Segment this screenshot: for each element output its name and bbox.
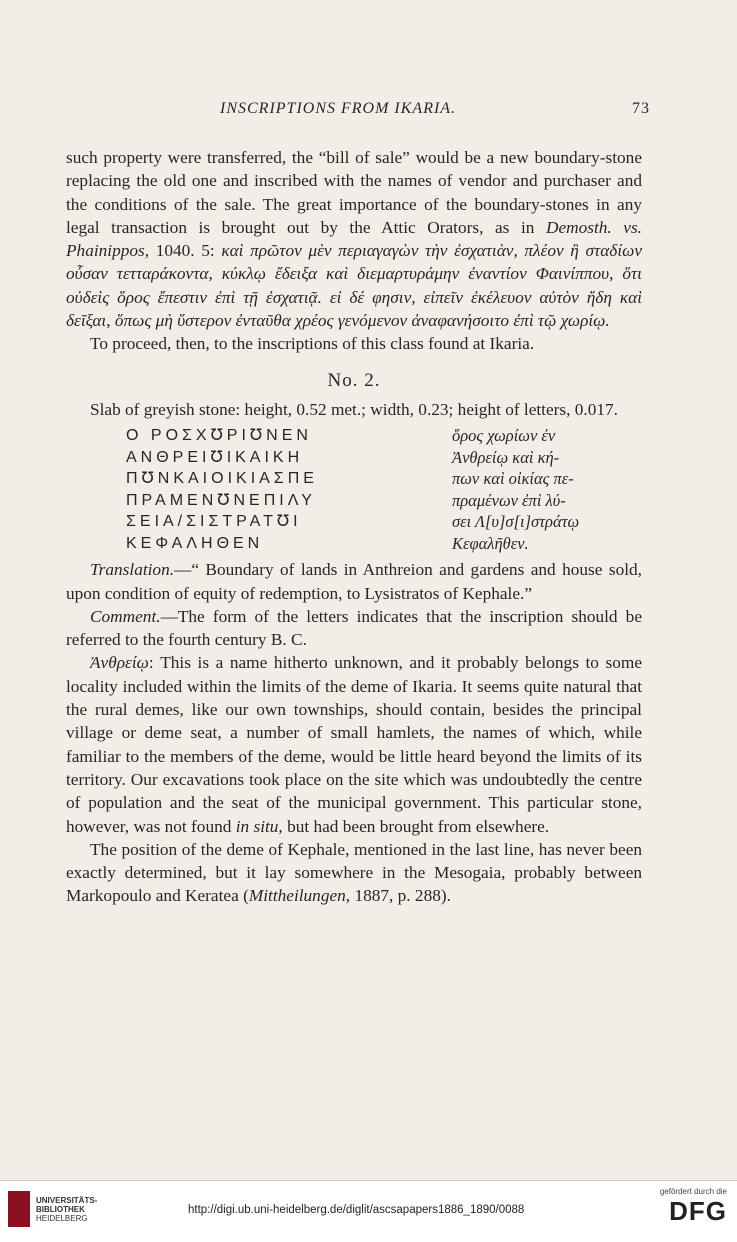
section-heading: No. 2. bbox=[327, 369, 381, 391]
translation-paragraph: Translation.—“ Boundary of lands in Anthreion and gardens and house sold, upon condition of equity of redemption, to Lysistratos of Kephale.” bbox=[66, 560, 642, 603]
comment-paragraph: Comment.—The form of the letters indicates that the inscription should be referred to the fourth century B. C. bbox=[66, 606, 642, 650]
library-name: UNIVERSITÄTS- BIBLIOTHEK HEIDELBERG bbox=[36, 1196, 98, 1223]
university-logo-icon bbox=[8, 1191, 30, 1227]
body-text bbox=[66, 146, 642, 908]
paragraph-2: To proceed, then, to the inscriptions of this class found at Ikaria. bbox=[90, 334, 535, 354]
inscription-majuscule: Ο ΡΟΣΧ℧ΡΙ℧ΝΕΝ ΑΝΘΡΕΙ℧ΙΚΑΙΚΗ Π℧ΝΚΑΙΟΙΚΙΑΣΠΕ ΠΡΑΜΕΝ℧ΝΕΠΙΛΥ ΣΕΙΑ/ΣΙΣΤΡΑΤ℧Ι ΚΕΦΑΛΗΘΕΝ bbox=[126, 427, 318, 552]
dfg-logo: gefördert durch die DFG bbox=[659, 1187, 727, 1226]
footer-bar bbox=[0, 1180, 737, 1242]
inscription-block bbox=[66, 425, 642, 554]
permalink[interactable]: http://digi.ub.uni-heidelberg.de/diglit/ascsapapers1886_1890/0088 bbox=[188, 1204, 525, 1216]
paragraph-4: Ἀνθρείῳ: This is a name hitherto unknown, and it probably belongs to some locality included within the limits of the deme of Ikaria. It seems quite natural that the rural demes, like our own townships, should contain, besides the principal village or deme seat, a number of small hamlets, the names of which, while familiar to the members of the deme, would be little heard beyond the limits of its territory. Our excavations took place on the site which was undoubtedly the centre of population and the seat of the municipal government. This particular stone, however, was not found in situ, but had been brought from elsewhere. bbox=[66, 653, 642, 836]
paragraph-3: Slab of greyish stone: height, 0.52 met.; width, 0.23; height of letters, 0.017. bbox=[90, 399, 618, 419]
greek-quote: καὶ πρῶτον μὲν περιαγαγὼν τὴν ἐσχατιὰν, πλέον ἢ σταδίων οὖσαν τετταράκοντα, κύκλῳ ἔδειξα καὶ διεμαρτυράμην ἐναντίον Φαινίππου, ὅτι οὐδεὶς ὅρος ἔπεστιν ἐπὶ τῇ ἐσχατιᾷ. εἰ δέ φησιν, εἰπεῖν ἐκέλευον αὐτὸν ἤδη καὶ δεῖξαι, ὅπως μὴ ὕστερον ἐνταῦθα χρέος γενόμενον ἀναφανήσοιτο ἐπὶ τῷ χωρίῳ. bbox=[66, 241, 642, 331]
header-title: INSCRIPTIONS FROM IKARIA. bbox=[220, 100, 457, 117]
inscription-transcription: ὅρος χωρίων ἐν Ἀνθρείῳ καὶ κή- πων καὶ οἰκίας πε- πραμένων ἐπὶ λύ- σει Λ[υ]σ[ι]στράτῳ Κεφαλῆθεν. bbox=[452, 426, 580, 553]
page-number: 73 bbox=[632, 100, 650, 117]
paragraph-5: The position of the deme of Kephale, mentioned in the last line, has never been exactly determined, but it lay somewhere in the Mesogaia, probably between Markopoulo and Keratea (Mittheilungen, 1887, p. 288). bbox=[66, 839, 642, 906]
paragraph-1: such property were transferred, the “bill of sale” would be a new boundary-stone replacing the old one and inscribed with the names of vendor and purchaser and the conditions of the sale. The great importance of the boundary-stones in any legal transaction is brought out by the Attic Orators, as in Demosth. vs. Phainippos, 1040. 5: καὶ πρῶτον μὲν περιαγαγὼν τὴν ἐσχατιὰν, πλέον ἢ σταδίων οὖσαν τετταράκοντα, κύκλῳ ἔδειξα καὶ διεμαρτυράμην ἐναντίον Φαινίππου, ὅτι οὐδεὶς ὅρος ἔπεστιν ἐπὶ τῇ ἐσχατιᾷ. εἰ δέ φησιν, εἰπεῖν ἐκέλευον αὐτὸν ἤδη καὶ δεῖξαι, ὅπως μὴ ὕστερον ἐνταῦθα χρέος γενόμενον ἀναφανήσοιτο ἐπὶ τῷ χωρίῳ. bbox=[66, 148, 643, 331]
